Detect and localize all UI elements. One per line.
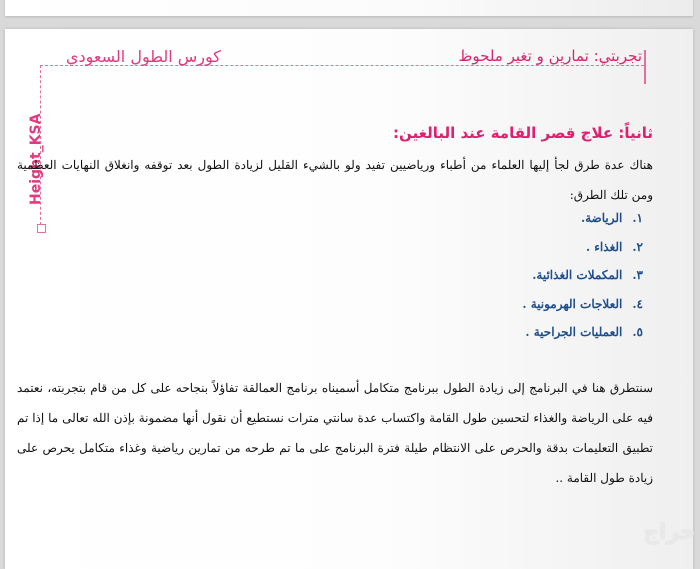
list-item	[522, 290, 643, 319]
list-number: ٥.	[632, 325, 643, 339]
frame-right-divider	[644, 50, 646, 84]
list-number: ٣.	[632, 268, 643, 282]
list-number: ٤.	[632, 296, 643, 311]
list-item-label: المكملات الغذائية.	[532, 268, 623, 282]
methods-list	[522, 204, 643, 347]
section-heading: ثانياً: علاج قصر القامة عند البالغين:	[392, 124, 653, 142]
list-item-label: الرياضة.	[580, 211, 623, 225]
list-item-label: العلاجات الهرمونية .	[522, 296, 623, 311]
watermark-logo: حراج	[643, 520, 696, 545]
page-header-title: تجربتي: تمارين و تغير ملحوظ	[458, 47, 642, 65]
list-item-label: الغذاء .	[585, 239, 623, 254]
list-item	[522, 233, 643, 262]
previous-page-edge	[5, 0, 693, 16]
list-item-label: العمليات الجراحية .	[525, 325, 623, 339]
list-item	[522, 204, 643, 233]
intro-paragraph: هناك عدة طرق لجأ إليها العلماء من أطباء ورياضيين تفيد ولو بالشيء القليل لزيادة الطول بعد توقفه وانغلاق النهايات العظمية ومن تلك الطرق:	[17, 158, 653, 202]
list-number: ١.	[632, 211, 643, 225]
vertical-brand-label: Height_KSA	[28, 113, 44, 205]
frame-corner-square-icon	[37, 224, 46, 233]
list-item	[522, 318, 643, 347]
course-title: كورس الطول السعودي	[66, 47, 221, 66]
list-item	[522, 261, 643, 290]
list-number: ٢.	[632, 239, 643, 254]
closing-paragraph: سنتطرق هنا في البرنامج إلى زيادة الطول ببرنامج متكامل أسميناه برنامج العمالقة تفاؤلاً بنجاحه على كل من قام بتجربته، نعتمد فيه على الرياضة والغذاء لتحسين طول القامة واكتساب عدة سانتي مترات نستطيع أن نقول أنها مضمونة بإذن الله تعالى ما إذا تم تطبيق التعليمات بدقة والحرص على الانتظام طيلة فترة البرنامج على ما تم طرحه من تمارين رياضية وغذاء متكامل يحرص على زيادة طول القامة ..	[17, 381, 653, 485]
